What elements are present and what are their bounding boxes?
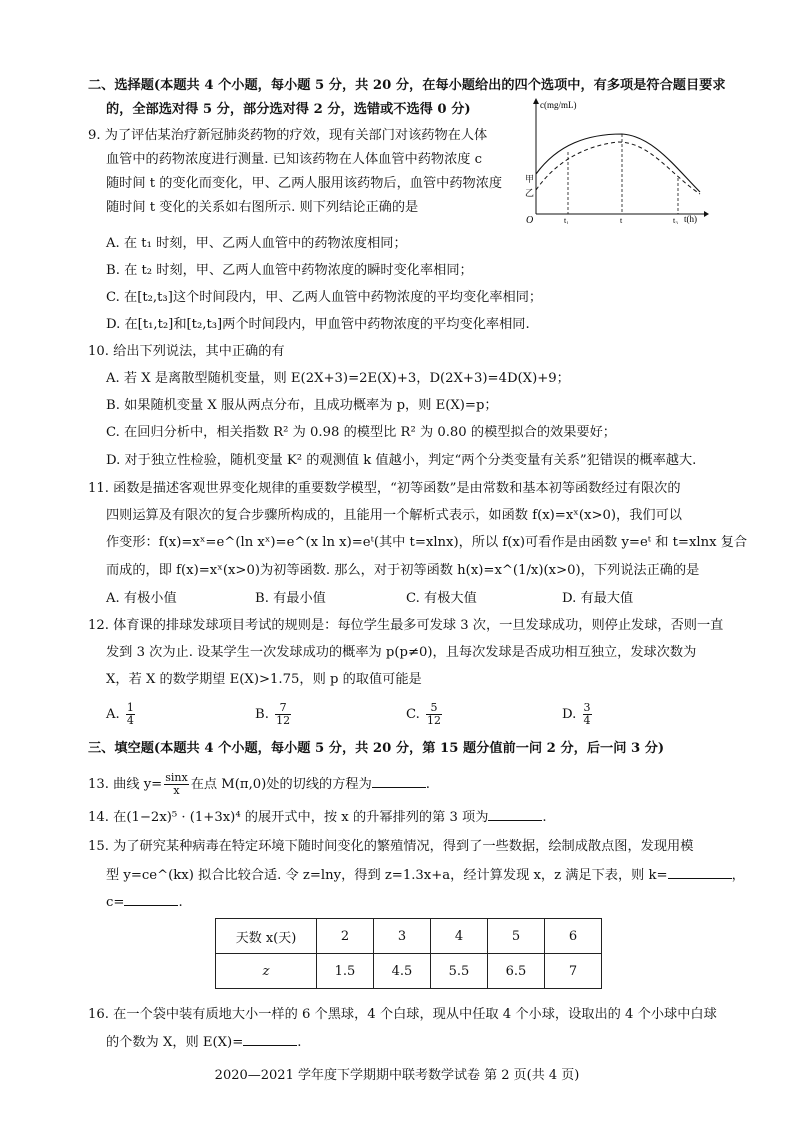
q12-option-a-label: A. — [106, 707, 120, 722]
q9-stem-line4: 随时间 t 变化的关系如右图所示. 则下列结论正确的是 — [106, 200, 419, 215]
q13-post: 在点 M(π,0)处的切线的方程为 — [190, 777, 372, 792]
q10-stem: 10. 给出下列说法，其中正确的有 — [88, 344, 285, 359]
q9-concentration-graph — [518, 96, 710, 224]
t1-label: t₁ — [564, 216, 570, 224]
table-cell: 5.5 — [431, 954, 488, 989]
q15-c-answer-blank[interactable] — [124, 893, 178, 906]
q16-end: . — [297, 1035, 302, 1050]
q9-option-d: D. 在[t₁,t₂]和[t₂,t₃]两个时间段内，甲血管中药物浓度的平均变化率相同. — [106, 317, 530, 332]
x-axis-label: t(h) — [684, 214, 697, 224]
q9-option-a: A. 在 t₁ 时刻，甲、乙两人血管中的药物浓度相同； — [106, 236, 407, 251]
table-cell: 6 — [545, 919, 602, 954]
q10-option-c: C. 在回归分析中，相关指数 R² 为 0.98 的模型比 R² 为 0.80 的模型拟合的效果要好； — [106, 425, 616, 440]
y-axis-arrow — [533, 98, 539, 104]
q12-stem-line3: X，若 X 的数学期望 E(X)>1.75，则 p 的取值可能是 — [106, 672, 422, 687]
q13-answer-blank[interactable] — [372, 775, 426, 788]
q15-k-answer-blank[interactable] — [668, 866, 732, 879]
section2-heading-line1: 二、选择题(本题共 4 个小题，每小题 5 分，共 20 分，在每小题给出的四个选项中，有多项是符合题目要求 — [88, 78, 726, 93]
q16-text: 的个数为 X，则 E(X)= — [106, 1035, 244, 1050]
q11-option-a: A. 有极小值 — [106, 591, 177, 606]
q12-option-c-fraction: $\frac{5}{12}$ — [427, 701, 442, 727]
q9-option-b: B. 在 t₂ 时刻，甲、乙两人血管中药物浓度的瞬时变化率相同； — [106, 263, 473, 278]
q15-stem-line2 — [106, 866, 745, 885]
q13-fraction: $\frac{\sin x}{x}$ — [165, 771, 188, 797]
yi-label: 乙 — [525, 188, 535, 198]
q14-answer-blank[interactable] — [488, 808, 542, 821]
table-cell: 6.5 — [488, 954, 545, 989]
table-cell: 3 — [374, 919, 431, 954]
q12-option-d — [562, 702, 594, 727]
q16-stem-line2 — [106, 1033, 301, 1052]
q12-option-c — [406, 702, 444, 727]
table-row — [216, 919, 602, 954]
q12-stem-line1: 12. 体育课的排球发球项目考试的规则是：每位学生最多可发球 3 次，一旦发球成功，则停止发球，否则一直 — [88, 618, 724, 633]
q15-data-table — [215, 918, 602, 989]
curve-jia — [536, 134, 700, 192]
q12-option-a-fraction: $\frac{1}{4}$ — [126, 701, 134, 727]
q10-option-a: A. 若 X 是离散型随机变量，则 E(2X+3)=2E(X)+3，D(2X+3)=4D(X)+9； — [106, 371, 570, 386]
t3-label: t₃ — [673, 216, 679, 224]
q15-line2-end: ， — [731, 868, 745, 883]
section2-heading-line2: 的，全部选对得 5 分，部分选对得 2 分，选错或不选得 0 分) — [106, 102, 471, 117]
q16-stem-line1: 16. 在一个袋中装有质地大小一样的 6 个黑球，4 个白球，现从中任取 4 个小球，设取出的 4 个小球中白球 — [88, 1007, 717, 1022]
q9-stem-line1: 9. 为了评估某治疗新冠肺炎药物的疗效，现有关部门对该药物在人体 — [88, 128, 488, 143]
q15-c-label: c= — [106, 895, 125, 910]
q12-option-b-label: B. — [255, 707, 269, 722]
section3-heading: 三、填空题(本题共 4 个小题，每小题 5 分，共 20 分，第 15 题分值前一问 2 分，后一问 3 分) — [88, 741, 665, 756]
table-cell: 5 — [488, 919, 545, 954]
q16-answer-blank[interactable] — [243, 1033, 297, 1046]
q12-option-c-label: C. — [406, 707, 420, 722]
table-cell: 4.5 — [374, 954, 431, 989]
q13-pre: 13. 曲线 y= — [88, 777, 163, 792]
q12-option-b-fraction: $\frac{7}{12}$ — [276, 701, 291, 727]
q11-stem-line4: 而成的，即 f(x)=xˣ(x>0)为初等函数. 那么，对于初等函数 h(x)=x^(1/x)(x>0)，下列说法正确的是 — [106, 563, 700, 578]
table-header-x: 天数 x(天) — [216, 919, 317, 954]
q10-option-b: B. 如果随机变量 X 服从两点分布，且成功概率为 p，则 E(X)=p； — [106, 398, 498, 413]
page-footer: 2020—2021 学年度下学期期中联考数学试卷 第 2 页(共 4 页) — [214, 1068, 580, 1083]
table-cell: 7 — [545, 954, 602, 989]
q13-line — [88, 772, 430, 797]
q11-stem-line2: 四则运算及有限次的复合步骤所构成的，且能用一个解析式表示，如函数 f(x)=xˣ(x>0)，我们可以 — [106, 508, 682, 523]
jia-label: 甲 — [525, 174, 535, 184]
q11-option-d: D. 有最大值 — [562, 591, 634, 606]
table-cell: 4 — [431, 919, 488, 954]
q12-option-b — [255, 702, 293, 727]
table-row — [216, 954, 602, 989]
q12-option-a — [106, 702, 137, 727]
q12-option-d-fraction: $\frac{3}{4}$ — [583, 701, 591, 727]
q15-line2-text: 型 y=ce^(kx) 拟合比较合适. 令 z=lny，得到 z=1.3x+a，经计算发现 x，z 满足下表，则 k= — [106, 868, 668, 883]
q11-option-c: C. 有极大值 — [406, 591, 477, 606]
q11-stem-line3: 作变形：f(x)=xˣ=e^(ln xˣ)=e^(x ln x)=eᵗ(其中 t=xlnx)，所以 f(x)可看作是由函数 y=eᵗ 和 t=xlnx 复合 — [106, 535, 748, 550]
q9-option-c: C. 在[t₂,t₃]这个时间段内，甲、乙两人血管中药物浓度的平均变化率相同； — [106, 290, 543, 305]
t2-label: t — [620, 216, 623, 224]
q9-stem-line2: 血管中的药物浓度进行测量. 已知该药物在人体血管中药物浓度 c — [106, 152, 483, 167]
q14-text: 14. 在(1−2x)⁵ · (1+3x)⁴ 的展开式中，按 x 的升幂排列的第 3 项为 — [88, 810, 489, 825]
q9-stem-line3: 随时间 t 的变化而变化，甲、乙两人服用该药物后，血管中药物浓度 — [106, 176, 503, 191]
q11-option-b: B. 有最小值 — [255, 591, 326, 606]
q11-stem-line1: 11. 函数是描述客观世界变化规律的重要数学模型，“初等函数”是由常数和基本初等函数经过有限次的 — [88, 481, 681, 496]
q15-line3-end: . — [178, 895, 183, 910]
q12-stem-line2: 发到 3 次为止. 设某学生一次发球成功的概率为 p(p≠0)，且每次发球是否成功相互独立，发球次数为 — [106, 645, 697, 660]
table-cell: 2 — [317, 919, 374, 954]
x-axis-arrow — [704, 211, 709, 217]
q12-option-d-label: D. — [562, 707, 577, 722]
q15-stem-line3 — [106, 893, 183, 912]
q14-end: . — [542, 810, 547, 825]
table-header-z: z — [216, 954, 317, 989]
q10-option-d: D. 对于独立性检验，随机变量 K² 的观测值 k 值越小，判定“两个分类变量有关系”犯错误的概率越大. — [106, 453, 697, 468]
y-axis-label: c(mg/mL) — [540, 100, 577, 110]
origin-label: O — [526, 215, 534, 224]
q15-stem-line1: 15. 为了研究某种病毒在特定环境下随时间变化的繁殖情况，得到了一些数据，绘制成散点图，发现用模 — [88, 839, 694, 854]
q13-end: . — [425, 777, 430, 792]
q14-line — [88, 808, 547, 827]
table-cell: 1.5 — [317, 954, 374, 989]
